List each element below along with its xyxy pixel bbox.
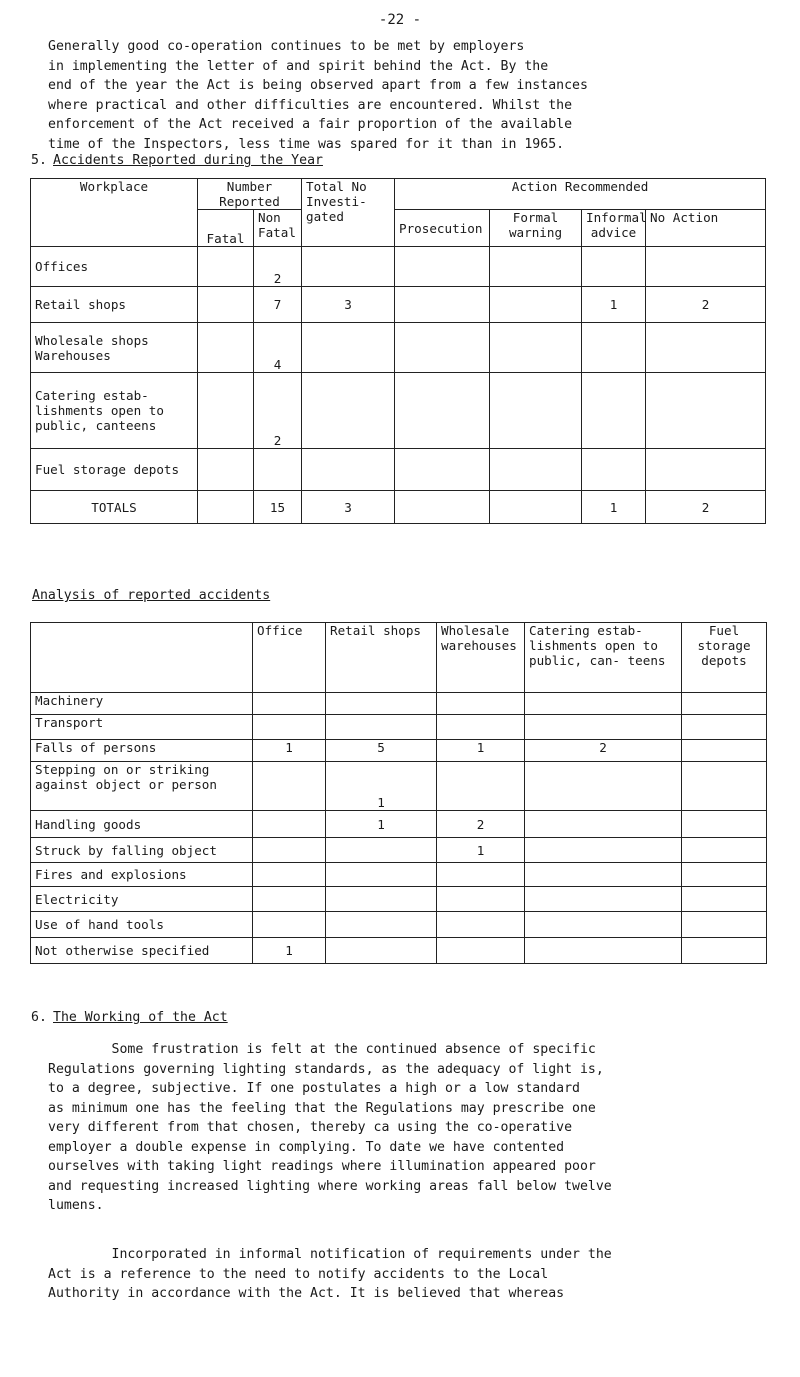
section-6-heading — [31, 1010, 228, 1025]
fatal-cell — [198, 449, 254, 491]
investigated-total: 3 — [302, 491, 395, 524]
catering-value — [525, 887, 682, 912]
prosecution-cell — [395, 287, 490, 323]
wholesale-value — [437, 693, 525, 715]
wholesale-value — [437, 715, 525, 740]
investigated-cell — [302, 323, 395, 373]
header-number-reported: Number Reported — [198, 179, 302, 210]
non-fatal-cell: 2 — [254, 247, 302, 287]
table-row — [31, 323, 766, 373]
fatal-total — [198, 491, 254, 524]
intro-paragraph: Generally good co-operation continues to be met by employers in implementing the letter of and spirit behind the Act. By the end of the year the Act is being observed apart from a few instances where practical and other difficulties are encountered. Whilst the enforcement of the Act received a fair proportion of the available time of the Inspectors, less time was spared for it than in 1965. — [48, 39, 588, 152]
fatal-cell — [198, 247, 254, 287]
investigated-cell: 3 — [302, 287, 395, 323]
catering-value — [525, 693, 682, 715]
header-workplace: Workplace — [31, 179, 198, 247]
fuel-value — [682, 811, 767, 838]
no-action-cell — [646, 373, 766, 449]
table-row — [31, 449, 766, 491]
fuel-value — [682, 693, 767, 715]
wholesale-value — [437, 938, 525, 964]
cause-label: Fires and explosions — [31, 863, 253, 887]
no-action-cell — [646, 323, 766, 373]
table-row — [31, 912, 767, 938]
fuel-value — [682, 912, 767, 938]
catering-value — [525, 863, 682, 887]
catering-value: 2 — [525, 740, 682, 762]
retail-value — [326, 938, 437, 964]
section-6-title: The Working of the Act — [53, 1010, 228, 1025]
informal-advice-cell — [582, 449, 646, 491]
non-fatal-cell: 4 — [254, 323, 302, 373]
cause-label: Falls of persons — [31, 740, 253, 762]
fatal-cell — [198, 323, 254, 373]
section-5-title: Accidents Reported during the Year — [53, 153, 323, 168]
wholesale-value — [437, 863, 525, 887]
totals-label: TOTALS — [31, 491, 198, 524]
cause-label: Use of hand tools — [31, 912, 253, 938]
office-value: 1 — [253, 740, 326, 762]
accident-analysis-table — [30, 622, 767, 964]
accidents-reported-table — [30, 178, 766, 524]
header-non-fatal: Non Fatal — [254, 210, 302, 247]
informal-advice-cell — [582, 323, 646, 373]
wholesale-value — [437, 887, 525, 912]
office-value — [253, 887, 326, 912]
section-6-paragraph-1: Some frustration is felt at the continued absence of specific Regulations governing lighting standards, as the adequacy of light is, to a degree, subjective. If one postulates a high or a low standard as minimum one has the feeling that the Regulations may prescribe one very different from that chosen, thereby ca using the co-operative employer a double expense in complying. To date we have contented ourselves with taking light readings where illumination appeared poor and requesting increased lighting where working areas fall below twelve lumens. — [48, 1042, 612, 1213]
fuel-value — [682, 715, 767, 740]
table-row — [31, 762, 767, 811]
analysis-caption: Analysis of reported accidents — [32, 588, 271, 603]
wholesale-value: 1 — [437, 838, 525, 863]
table-row — [31, 938, 767, 964]
table-row — [31, 693, 767, 715]
retail-value — [326, 838, 437, 863]
workplace-cell: Retail shops — [31, 287, 198, 323]
cause-label: Electricity — [31, 887, 253, 912]
formal-warning-total — [490, 491, 582, 524]
section-5-number: 5. — [31, 153, 47, 168]
catering-value — [525, 838, 682, 863]
workplace-cell: Offices — [31, 247, 198, 287]
fatal-cell — [198, 373, 254, 449]
table-row — [31, 887, 767, 912]
office-value — [253, 762, 326, 811]
non-fatal-total: 15 — [254, 491, 302, 524]
wholesale-value — [437, 762, 525, 811]
office-value — [253, 838, 326, 863]
fuel-value — [682, 938, 767, 964]
header-informal-advice: Informal advice — [582, 210, 646, 247]
fuel-value — [682, 838, 767, 863]
formal-warning-cell — [490, 373, 582, 449]
no-action-cell — [646, 449, 766, 491]
catering-value — [525, 762, 682, 811]
workplace-cell: Catering estab- lishments open to public, canteens — [31, 373, 198, 449]
office-value — [253, 693, 326, 715]
retail-value: 1 — [326, 811, 437, 838]
retail-value — [326, 863, 437, 887]
retail-value: 5 — [326, 740, 437, 762]
investigated-cell — [302, 247, 395, 287]
analysis-header-fuel: Fuel storage depots — [682, 623, 767, 693]
catering-value — [525, 938, 682, 964]
no-action-cell — [646, 247, 766, 287]
cause-label: Struck by falling object — [31, 838, 253, 863]
office-value — [253, 715, 326, 740]
prosecution-cell — [395, 323, 490, 373]
wholesale-value: 2 — [437, 811, 525, 838]
catering-value — [525, 912, 682, 938]
no-action-total: 2 — [646, 491, 766, 524]
header-fatal: Fatal — [198, 210, 254, 247]
formal-warning-cell — [490, 449, 582, 491]
informal-advice-cell: 1 — [582, 287, 646, 323]
table-row — [31, 838, 767, 863]
section-5-heading — [31, 153, 323, 168]
investigated-cell — [302, 449, 395, 491]
informal-advice-total: 1 — [582, 491, 646, 524]
fuel-value — [682, 740, 767, 762]
non-fatal-cell: 2 — [254, 373, 302, 449]
prosecution-cell — [395, 247, 490, 287]
analysis-header-blank — [31, 623, 253, 693]
informal-advice-cell — [582, 247, 646, 287]
retail-value — [326, 693, 437, 715]
retail-value — [326, 887, 437, 912]
non-fatal-cell — [254, 449, 302, 491]
cause-label: Stepping on or striking against object or person — [31, 762, 253, 811]
investigated-cell — [302, 373, 395, 449]
prosecution-cell — [395, 449, 490, 491]
fatal-cell — [198, 287, 254, 323]
non-fatal-cell: 7 — [254, 287, 302, 323]
analysis-header-catering: Catering estab- lishments open to public, can- teens — [525, 623, 682, 693]
prosecution-total — [395, 491, 490, 524]
prosecution-cell — [395, 373, 490, 449]
retail-value — [326, 715, 437, 740]
catering-value — [525, 715, 682, 740]
workplace-cell: Fuel storage depots — [31, 449, 198, 491]
office-value — [253, 912, 326, 938]
page-number: -22 - — [378, 12, 422, 28]
wholesale-value: 1 — [437, 740, 525, 762]
totals-row — [31, 491, 766, 524]
table-row — [31, 373, 766, 449]
retail-value — [326, 912, 437, 938]
office-value — [253, 811, 326, 838]
informal-advice-cell — [582, 373, 646, 449]
header-total-investigated: Total No Investi- gated — [302, 179, 395, 247]
office-value — [253, 863, 326, 887]
header-action-recommended: Action Recommended — [395, 179, 766, 210]
cause-label: Machinery — [31, 693, 253, 715]
retail-value: 1 — [326, 762, 437, 811]
table-row — [31, 863, 767, 887]
analysis-header-wholesale: Wholesale warehouses — [437, 623, 525, 693]
table-row — [31, 287, 766, 323]
office-value: 1 — [253, 938, 326, 964]
fuel-value — [682, 863, 767, 887]
header-formal-warning: Formal warning — [490, 210, 582, 247]
table-row — [31, 715, 767, 740]
cause-label: Not otherwise specified — [31, 938, 253, 964]
no-action-cell: 2 — [646, 287, 766, 323]
table-row — [31, 811, 767, 838]
workplace-cell: Wholesale shops Warehouses — [31, 323, 198, 373]
header-prosecution: Prosecution — [395, 210, 490, 247]
fuel-value — [682, 887, 767, 912]
catering-value — [525, 811, 682, 838]
analysis-header-office: Office — [253, 623, 326, 693]
analysis-header-retail: Retail shops — [326, 623, 437, 693]
table-row — [31, 740, 767, 762]
cause-label: Handling goods — [31, 811, 253, 838]
section-6-paragraph-2: Incorporated in informal notification of requirements under the Act is a reference to the need to notify accidents to the Local Authority in accordance with the Act. It is believed that whereas — [48, 1247, 612, 1301]
header-no-action: No Action — [646, 210, 766, 247]
wholesale-value — [437, 912, 525, 938]
section-6-number: 6. — [31, 1010, 47, 1025]
formal-warning-cell — [490, 287, 582, 323]
formal-warning-cell — [490, 323, 582, 373]
fuel-value — [682, 762, 767, 811]
table-row — [31, 247, 766, 287]
cause-label: Transport — [31, 715, 253, 740]
formal-warning-cell — [490, 247, 582, 287]
